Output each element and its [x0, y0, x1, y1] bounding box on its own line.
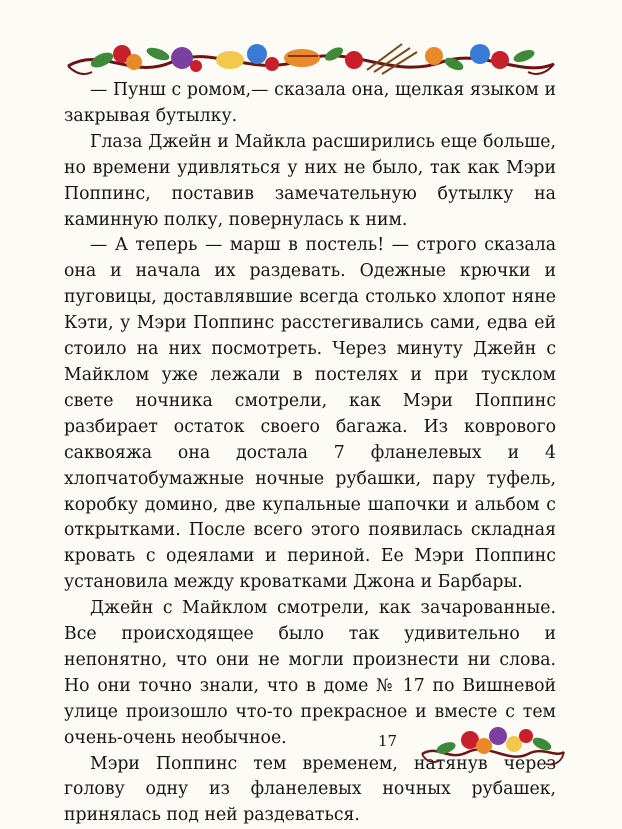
paragraph-4: Джейн с Майклом смотрели, как зачарованные. Все происходящее было так удивительно и непонятно, что они не могли произнести ни слова. Но они точно знали, что в доме № 17 по Вишневой улице произошло что-то прекрасное и вместе с тем очень-очень необычное. [64, 598, 556, 748]
paragraph-2: Глаза Джейн и Майкла расширились еще больше, но времени удивляться у них не было, так как Мэри Поппинс, поставив замечательную бутылку на каминную полку, повернулась к ним. [64, 131, 556, 230]
paragraph-1: — Пунш с ромом,— сказала она, щелкая языком и закрывая бутылку. [64, 80, 556, 126]
top-fruit-garland-ornament [62, 34, 560, 84]
paragraph-3: — А теперь — марш в постель! — строго сказала она и начала их раздевать. Одежные крючки и пуговицы, доставлявшие всегда столько хлопот няне Кэти, у Мэри Поппинс расстегивались сами, едва ей стоило на них посмотреть. Через минуту Джейн с Майклом уже лежали в постелях и при тусклом свете ночника смотрели, как Мэри Поппинс разбирает остаток своего багажа. Из коврового саквояжа она достала 7 фланелевых и 4 хлопчатобумажные ночные рубашки, пару туфель, коробку домино, две купальные шапочки и альбом с открытками. После всего этого появилась складная кровать с одеялами и периной. Ее Мэри Поппинс установила между кроватками Джона и Барбары. [64, 235, 556, 593]
page-number: 17 [378, 732, 398, 750]
paragraph-5: Мэри Поппинс тем временем, натянув через голову одну из фланелевых ночных рубашек, принялась под ней раздеваться. [64, 753, 556, 826]
bottom-fruit-ornament [418, 714, 568, 772]
